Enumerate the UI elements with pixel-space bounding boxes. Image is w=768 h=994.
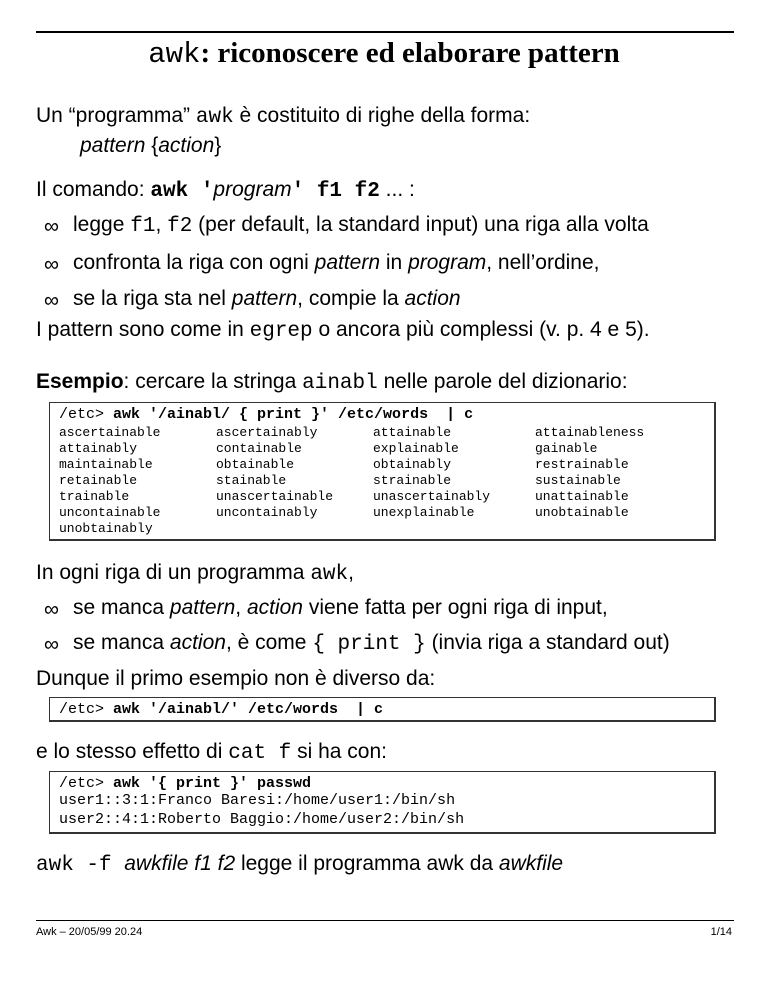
code-box-equivalent <box>49 697 716 722</box>
word-cell <box>216 521 373 537</box>
bullet-item: se manca pattern, action viene fatta per ogni riga di input, <box>73 596 608 619</box>
word-cell: ascertainable <box>59 425 161 440</box>
word-cell: unattainable <box>535 489 629 504</box>
word-cell: unexplainable <box>373 505 475 520</box>
word-cell: restrainable <box>535 457 629 472</box>
code-box-cat <box>49 771 716 834</box>
word-cell: stainable <box>216 473 287 488</box>
word-cell: maintainable <box>59 457 153 472</box>
word-cell: attainableness <box>535 425 645 440</box>
word-cell: unobtainably <box>59 521 153 536</box>
word-cell <box>373 521 535 537</box>
output-line: user2::4:1:Roberto Baggio:/home/user2:/bin/sh <box>59 811 465 828</box>
word-cell: retainable <box>59 473 138 488</box>
word-cell: ascertainably <box>216 425 318 440</box>
dunque-line: Dunque il primo esempio non è diverso da: <box>36 667 436 690</box>
word-cell <box>535 521 705 537</box>
word-cell: uncontainably <box>216 505 318 520</box>
bullet-icon: ∞ <box>44 215 59 238</box>
shell-command: /etc> awk '{ print }' passwd <box>59 775 312 792</box>
page-number: 1/14 <box>710 926 732 938</box>
awk-f-line: awk -f awkfile f1 f2 legge il programma awk da awkfile <box>36 852 564 877</box>
second-line: In ogni riga di un programma awk, <box>36 561 354 586</box>
shell-command: /etc> awk '/ainabl/ { print }' /etc/words | c <box>59 406 474 423</box>
word-cell: unascertainably <box>373 489 491 504</box>
command-line: Il comando: awk 'program' f1 f2 ... : <box>36 178 415 203</box>
footer-rule <box>36 920 734 921</box>
word-cell: gainable <box>535 441 598 456</box>
bullet-icon: ∞ <box>44 289 59 312</box>
word-cell: attainably <box>59 441 138 456</box>
word-cell: strainable <box>373 473 452 488</box>
word-cell: obtainably <box>373 457 452 472</box>
word-cell: sustainable <box>535 473 621 488</box>
words-grid <box>50 423 714 541</box>
bullet-item: se manca action, è come { print } (invia riga a standard out) <box>73 631 670 656</box>
shell-command: /etc> awk '/ainabl/' /etc/words | c <box>59 701 384 718</box>
bullet-icon: ∞ <box>44 253 59 276</box>
bullet-item: confronta la riga con ogni pattern in program, nell’ordine, <box>73 251 600 274</box>
top-rule <box>36 31 734 33</box>
word-cell: containable <box>216 441 302 456</box>
example-line: Esempio: cercare la stringa ainabl nelle parole del dizionario: <box>36 370 628 395</box>
word-cell: unascertainable <box>216 489 334 504</box>
bullet-icon: ∞ <box>44 598 59 621</box>
word-cell: trainable <box>59 489 130 504</box>
code-box-example <box>49 402 716 541</box>
bullet-icon: ∞ <box>44 633 59 656</box>
page-title: awk: riconoscere ed elaborare pattern <box>148 37 620 71</box>
footer-left: Awk – 20/05/99 20.24 <box>36 926 143 938</box>
word-cell: attainable <box>373 425 452 440</box>
bullet-item: legge f1, f2 (per default, la standard input) una riga alla volta <box>73 213 649 238</box>
word-cell: unobtainable <box>535 505 629 520</box>
pattern-action-line: pattern {action} <box>80 134 222 157</box>
word-cell: uncontainable <box>59 505 161 520</box>
intro-line: Un “programma” awk è costituito di righe della forma: <box>36 104 531 129</box>
word-cell: explainable <box>373 441 459 456</box>
bullet-item: se la riga sta nel pattern, compie la action <box>73 287 461 310</box>
pattern-egrep-line: I pattern sono come in egrep o ancora più complessi (v. p. 4 e 5). <box>36 318 650 343</box>
output-line: user1::3:1:Franco Baresi:/home/user1:/bin/sh <box>59 792 456 809</box>
word-cell: obtainable <box>216 457 295 472</box>
effetto-line: e lo stesso effetto di cat f si ha con: <box>36 740 387 765</box>
